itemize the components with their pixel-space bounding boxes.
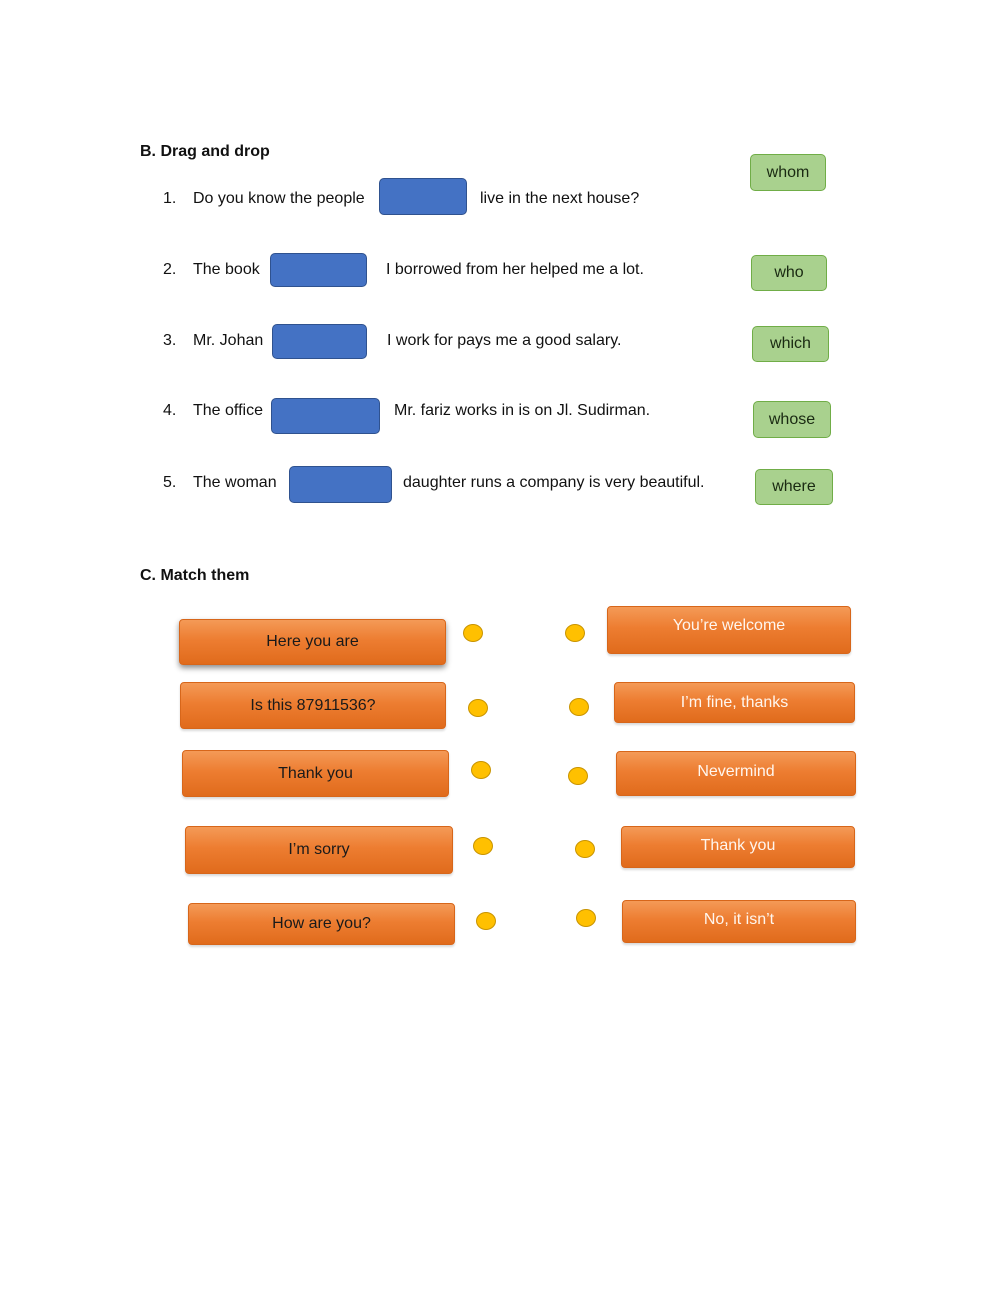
- match-right-3[interactable]: Nevermind: [616, 751, 856, 796]
- drop-slot-3[interactable]: [272, 324, 367, 359]
- left-connector-dot-4[interactable]: [473, 837, 493, 855]
- question-3-number: 3.: [163, 332, 177, 349]
- question-2-number: 2.: [163, 261, 177, 278]
- drop-slot-5[interactable]: [289, 466, 392, 503]
- left-connector-dot-2[interactable]: [468, 699, 488, 717]
- word-tile-which[interactable]: which: [752, 326, 829, 362]
- question-2-after: I borrowed from her helped me a lot.: [386, 261, 644, 278]
- left-connector-dot-3[interactable]: [471, 761, 491, 779]
- question-4-before: [163, 402, 263, 420]
- match-right-2[interactable]: I’m fine, thanks: [614, 682, 855, 723]
- right-connector-dot-5[interactable]: [576, 909, 596, 927]
- left-connector-dot-5[interactable]: [476, 912, 496, 930]
- match-right-4[interactable]: Thank you: [621, 826, 855, 868]
- right-connector-dot-4[interactable]: [575, 840, 595, 858]
- question-4-number: 4.: [163, 402, 177, 419]
- question-5-text: The woman: [193, 474, 277, 491]
- question-2-text: The book: [193, 261, 260, 278]
- question-4-text: The office: [193, 402, 263, 419]
- word-tile-whom[interactable]: whom: [750, 154, 826, 191]
- section-c-title: C. Match them: [140, 567, 250, 584]
- question-4-after: Mr. fariz works in is on Jl. Sudirman.: [394, 402, 651, 419]
- right-connector-dot-3[interactable]: [568, 767, 588, 785]
- match-right-5[interactable]: No, it isn’t: [622, 900, 856, 943]
- drop-slot-1[interactable]: [379, 178, 467, 215]
- section-b-title: B. Drag and drop: [140, 143, 270, 160]
- question-5-number: 5.: [163, 474, 177, 491]
- question-1-number: 1.: [163, 190, 177, 207]
- question-1-text: Do you know the people: [193, 190, 365, 207]
- question-3-before: [163, 332, 263, 350]
- match-right-1[interactable]: You’re welcome: [607, 606, 851, 654]
- word-tile-whose[interactable]: whose: [753, 401, 831, 438]
- word-tile-where[interactable]: where: [755, 469, 833, 505]
- question-1-after: live in the next house?: [480, 190, 640, 207]
- match-left-3[interactable]: Thank you: [182, 750, 449, 797]
- question-3-after: I work for pays me a good salary.: [387, 332, 622, 349]
- match-left-4[interactable]: I’m sorry: [185, 826, 453, 874]
- match-left-1[interactable]: Here you are: [179, 619, 446, 665]
- right-connector-dot-2[interactable]: [569, 698, 589, 716]
- word-tile-who[interactable]: who: [751, 255, 827, 291]
- drop-slot-4[interactable]: [271, 398, 380, 434]
- right-connector-dot-1[interactable]: [565, 624, 585, 642]
- question-3-text: Mr. Johan: [193, 332, 264, 349]
- match-left-2[interactable]: Is this 87911536?: [180, 682, 446, 729]
- question-2-before: [163, 261, 260, 279]
- question-5-before: [163, 474, 277, 492]
- drop-slot-2[interactable]: [270, 253, 367, 287]
- match-left-5[interactable]: How are you?: [188, 903, 455, 945]
- left-connector-dot-1[interactable]: [463, 624, 483, 642]
- question-1-before: [163, 190, 365, 208]
- question-5-after: daughter runs a company is very beautiful.: [403, 474, 705, 491]
